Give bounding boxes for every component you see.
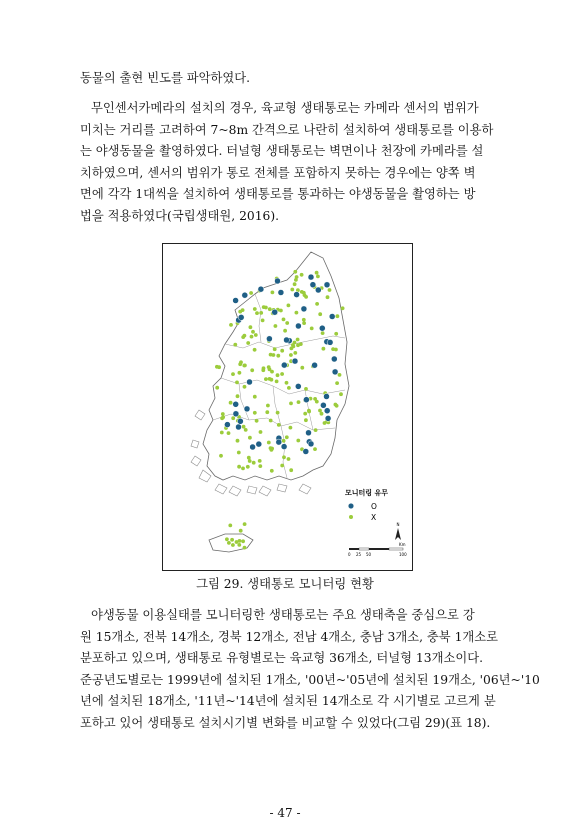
text-line: 치하였으며, 센서의 범위가 통로 전체를 포함하지 못하는 경우에는 양쪽 벽 [80, 165, 476, 180]
text-line: 법을 적용하였다(국립생태원, 2016). [80, 208, 280, 223]
unmonitored-marker [293, 270, 297, 274]
monitored-marker [308, 274, 314, 280]
monitored-marker [294, 292, 300, 298]
text-line: 미치는 거리를 고려하여 7~8m 간격으로 나란히 설치하여 생태통로를 이용하 [80, 122, 494, 137]
unmonitored-marker [249, 291, 253, 295]
text-line: 준공년도별로는 1999년에 설치된 1개소, '00년~'05년에 설치된 19개소, '06년~'10 [80, 672, 540, 687]
unmonitored-marker [247, 456, 251, 460]
monitored-marker [244, 406, 250, 412]
unmonitored-marker [326, 295, 330, 299]
monitored-marker [272, 309, 278, 315]
unmonitored-marker [227, 541, 231, 545]
unmonitored-marker [229, 323, 233, 327]
monitored-marker [275, 278, 281, 284]
unmonitored-marker [302, 318, 306, 322]
unmonitored-marker [253, 395, 257, 399]
monitored-marker [233, 298, 239, 304]
monitored-marker [320, 402, 326, 408]
monitored-marker [329, 314, 335, 320]
unmonitored-marker [294, 278, 298, 282]
unmonitored-marker [264, 306, 268, 310]
unmonitored-marker [236, 394, 240, 398]
monitored-marker [295, 383, 301, 389]
unmonitored-marker [230, 538, 234, 542]
monitored-marker [301, 306, 307, 312]
unmonitored-marker [233, 343, 237, 347]
unmonitored-marker [276, 373, 280, 377]
scale-bar [348, 542, 407, 557]
unmonitored-marker [248, 459, 252, 463]
unmonitored-marker [338, 373, 342, 377]
unmonitored-marker [295, 311, 299, 315]
unmonitored-marker [231, 372, 235, 376]
unmonitored-marker [316, 275, 320, 279]
unmonitored-marker [315, 302, 319, 306]
unmonitored-marker [318, 312, 322, 316]
unmonitored-marker [296, 439, 300, 443]
unmonitored-marker [289, 468, 293, 472]
unmonitored-marker [300, 290, 304, 294]
figure-caption: 그림 29. 생태통로 모니터링 현황 [196, 577, 374, 591]
unmonitored-marker [289, 353, 293, 357]
unmonitored-marker [246, 341, 250, 345]
unmonitored-marker [253, 348, 257, 352]
unmonitored-marker [336, 314, 340, 318]
unmonitored-marker [238, 371, 242, 375]
unmonitored-marker [231, 416, 235, 420]
monitored-marker [331, 356, 337, 362]
unmonitored-marker [279, 309, 283, 313]
unmonitored-marker [339, 392, 343, 396]
unmonitored-marker [227, 431, 231, 435]
unmonitored-marker [264, 377, 268, 381]
unmonitored-marker [268, 307, 272, 311]
text-line: 원 15개소, 전북 14개소, 경북 12개소, 전남 4개소, 충남 3개소, 충북 1개소로 [80, 629, 499, 644]
unmonitored-marker [285, 435, 289, 439]
monitored-marker [242, 292, 248, 298]
text-line: 년에 설치된 18개소, '11년~'14년에 설치된 14개소로 각 시기별로 고르게 분 [80, 694, 496, 708]
unmonitored-marker [215, 386, 219, 390]
unmonitored-marker [265, 410, 269, 414]
text-line: 분포하고 있으며, 생태통로 유형별로는 육교형 36개소, 터널형 13개소이다. [80, 651, 483, 665]
legend-monitored-marker [348, 503, 354, 509]
unmonitored-marker [271, 291, 275, 295]
unmonitored-marker [282, 455, 286, 459]
monitored-marker [284, 337, 290, 343]
unmonitored-marker [243, 385, 247, 389]
unmonitored-marker [323, 421, 327, 425]
unmonitored-marker [302, 321, 306, 325]
unmonitored-marker [261, 319, 265, 323]
unmonitored-marker [241, 467, 245, 471]
monitored-marker [310, 282, 316, 288]
unmonitored-marker [258, 464, 262, 468]
unmonitored-marker [285, 381, 289, 385]
province-boundaries [213, 294, 345, 478]
unmonitored-marker [289, 402, 293, 406]
map-frame [162, 243, 413, 571]
monitored-marker [315, 287, 321, 293]
unmonitored-marker [251, 330, 255, 334]
unmonitored-marker [259, 430, 263, 434]
unmonitored-marker [243, 334, 247, 338]
unmonitored-marker [237, 451, 241, 455]
unmonitored-marker [239, 529, 243, 533]
unmonitored-marker [328, 288, 332, 292]
unmonitored-marker [287, 386, 291, 390]
monitored-marker [324, 408, 330, 414]
unmonitored-marker [322, 347, 326, 351]
monitored-marker [306, 430, 312, 436]
monitored-marker [324, 394, 330, 400]
monitored-marker [295, 323, 301, 329]
text-line: 면에 각각 1대씩을 설치하여 생태통로를 통과하는 야생동물을 촬영하는 방 [80, 187, 476, 201]
unmonitored-marker [275, 380, 279, 384]
unmonitored-marker [296, 343, 300, 347]
unmonitored-marker [300, 273, 304, 277]
legend-monitored-label: O [371, 502, 377, 511]
monitored-marker [324, 282, 330, 288]
unmonitored-marker [237, 465, 241, 469]
unmonitored-marker [273, 347, 277, 351]
unmonitored-marker [341, 306, 345, 310]
unmonitored-marker [270, 370, 274, 374]
unmonitored-marker [293, 341, 297, 345]
unmonitored-marker [238, 310, 242, 314]
unmonitored-marker [219, 454, 223, 458]
unmonitored-marker [220, 431, 224, 435]
monitored-marker [281, 362, 287, 368]
unmonitored-marker [244, 428, 248, 432]
text-line: 포하고 있어 생태통로 설치시기별 변화를 비교할 수 있었다(그림 29)(표 18). [80, 715, 491, 730]
unmonitored-marker [321, 331, 325, 335]
unmonitored-marker [331, 347, 335, 351]
unmonitored-marker [231, 543, 235, 547]
monitored-marker [281, 444, 287, 450]
monitored-marker [319, 325, 325, 331]
unmonitored-marker [268, 377, 272, 381]
monitored-marker [266, 336, 272, 342]
unmonitored-marker [318, 409, 322, 413]
monitored-marker [250, 444, 256, 450]
text-line: 야생동물 이용실태를 모니터링한 생태통로는 주요 생태축을 중심으로 강 [91, 608, 475, 622]
unmonitored-marker [282, 318, 286, 322]
monitored-marker [247, 379, 253, 385]
unmonitored-marker [269, 419, 273, 423]
unmonitored-marker [313, 397, 317, 401]
unmonitored-marker [272, 353, 276, 357]
unmonitored-marker [297, 400, 301, 404]
unmonitored-marker [254, 333, 258, 337]
unmonitored-marker [296, 338, 300, 342]
unmonitored-marker [304, 418, 308, 422]
facility-markers [215, 270, 345, 550]
unmonitored-marker [334, 403, 338, 407]
text-line: 동물의 출현 빈도를 파악하였다. [80, 71, 251, 85]
scale-unit: Km [399, 542, 406, 547]
legend-unmonitored-label: X [371, 513, 377, 522]
legend [345, 488, 388, 522]
unmonitored-marker [258, 459, 262, 463]
unmonitored-marker [266, 404, 270, 408]
monitored-marker [258, 286, 264, 292]
legend-title: 모니터링 유무 [345, 489, 389, 497]
monitored-marker [233, 401, 239, 407]
unmonitored-marker [276, 354, 280, 358]
unmonitored-marker [280, 464, 284, 468]
unmonitored-marker [315, 271, 319, 275]
unmonitored-marker [287, 457, 291, 461]
unmonitored-marker [255, 419, 259, 423]
monitored-marker [325, 415, 331, 421]
monitored-marker [276, 439, 282, 445]
unmonitored-marker [236, 439, 240, 443]
unmonitored-marker [313, 447, 317, 451]
unmonitored-marker [238, 539, 242, 543]
paragraph-monitoring-results [80, 605, 540, 734]
monitored-marker [303, 449, 309, 455]
unmonitored-marker [243, 546, 247, 550]
text-line: 는 야생동물을 촬영하였다. 터널형 생태통로는 벽면이나 천장에 카메라를 설 [80, 144, 484, 158]
unmonitored-marker [293, 351, 297, 355]
jeju-island [209, 534, 253, 552]
monitored-marker [256, 441, 262, 447]
unmonitored-marker [238, 362, 242, 366]
unmonitored-marker [235, 381, 239, 385]
unmonitored-marker [285, 321, 289, 325]
unmonitored-marker [334, 332, 338, 336]
unmonitored-marker [282, 439, 286, 443]
unmonitored-marker [289, 426, 293, 430]
unmonitored-marker [287, 304, 291, 308]
unmonitored-marker [280, 349, 284, 353]
unmonitored-marker [280, 372, 284, 376]
monitored-marker [332, 369, 338, 375]
unmonitored-marker [276, 411, 280, 415]
unmonitored-marker [215, 365, 219, 369]
monitored-marker [278, 290, 284, 296]
unmonitored-marker [221, 415, 225, 419]
unmonitored-marker [262, 366, 266, 370]
monitored-marker [233, 411, 239, 417]
unmonitored-marker [248, 436, 252, 440]
unmonitored-marker [242, 425, 246, 429]
unmonitored-marker [225, 537, 229, 541]
unmonitored-marker [304, 387, 308, 391]
unmonitored-marker [242, 364, 246, 368]
monitored-marker [224, 422, 230, 428]
paragraph-intro-tail [80, 68, 496, 90]
unmonitored-marker [243, 522, 247, 526]
unmonitored-marker [277, 423, 281, 427]
monitored-marker [292, 358, 298, 364]
unmonitored-marker [253, 307, 257, 311]
unmonitored-marker [300, 366, 304, 370]
unmonitored-marker [267, 441, 271, 445]
monitored-marker [236, 424, 242, 430]
north-label: N [396, 522, 400, 527]
unmonitored-marker [310, 327, 314, 331]
legend-unmonitored-marker [349, 515, 353, 519]
unmonitored-marker [335, 381, 339, 385]
unmonitored-marker [314, 428, 318, 432]
text-line: 무인센서카메라의 설치의 경우, 육교형 생태통로는 카메라 센서의 범위가 [91, 101, 479, 115]
unmonitored-marker [267, 365, 271, 369]
unmonitored-marker [259, 311, 263, 315]
unmonitored-marker [221, 412, 225, 416]
korea-map [163, 244, 412, 570]
unmonitored-marker [253, 411, 257, 415]
monitored-marker [308, 441, 314, 447]
unmonitored-marker [283, 329, 287, 333]
unmonitored-marker [274, 324, 278, 328]
unmonitored-marker [228, 524, 232, 528]
monitored-marker [238, 314, 244, 320]
scale-tick: 25 [356, 552, 362, 557]
unmonitored-marker [252, 461, 256, 465]
unmonitored-marker [290, 288, 294, 292]
monitored-marker [312, 362, 318, 368]
unmonitored-marker [303, 412, 307, 416]
scale-tick: 0 [348, 552, 351, 557]
unmonitored-marker [237, 543, 241, 547]
unmonitored-marker [307, 409, 311, 413]
north-arrow [395, 522, 401, 540]
unmonitored-marker [255, 311, 259, 315]
unmonitored-marker [246, 465, 250, 469]
unmonitored-marker [249, 325, 253, 329]
unmonitored-marker [270, 469, 274, 473]
paragraph-camera-installation [80, 98, 496, 227]
monitored-marker [327, 339, 333, 345]
unmonitored-marker [229, 401, 233, 405]
monitored-marker [303, 397, 309, 403]
monitored-marker [237, 418, 243, 424]
unmonitored-marker [241, 539, 245, 543]
unmonitored-marker [270, 447, 274, 451]
page-number: - 47 - [269, 806, 301, 820]
unmonitored-marker [293, 282, 297, 286]
scale-tick: 100 [399, 552, 407, 557]
unmonitored-marker [304, 295, 308, 299]
scale-tick: 50 [366, 552, 372, 557]
unmonitored-marker [250, 368, 254, 372]
unmonitored-marker [250, 335, 254, 339]
